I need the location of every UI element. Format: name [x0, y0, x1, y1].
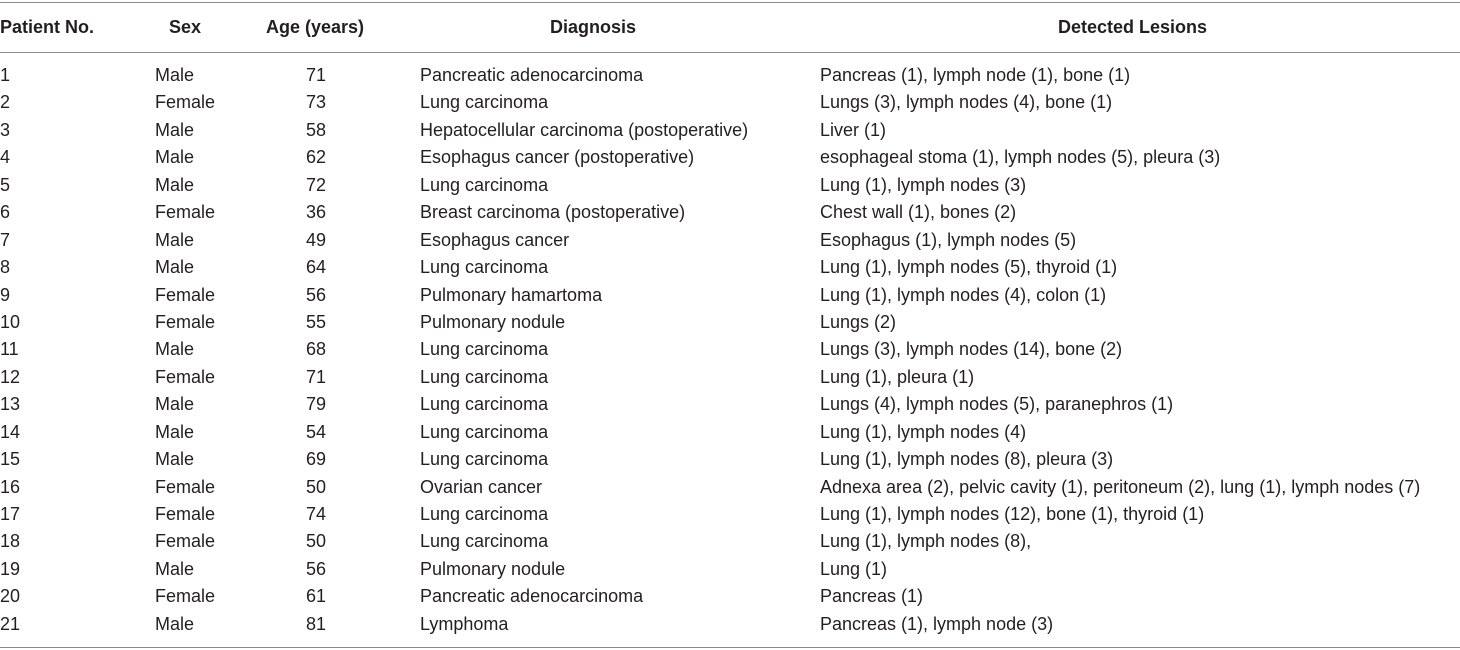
table-row: [0, 419, 1460, 446]
table-row: [0, 89, 1460, 116]
cell-diagnosis: Lung carcinoma: [420, 339, 549, 360]
cell-diagnosis: Hepatocellular carcinoma (postoperative): [420, 119, 749, 140]
table-row: [0, 336, 1460, 363]
table-header-rule: [0, 52, 1460, 53]
table-row: [0, 391, 1460, 418]
cell-diagnosis: Lung carcinoma: [420, 174, 549, 195]
cell-detected-lesions: Chest wall (1), bones (2): [820, 202, 1017, 223]
cell-detected-lesions: Lungs (3), lymph nodes (14), bone (2): [820, 339, 1123, 360]
table-row: [0, 556, 1460, 583]
cell-sex: Female: [155, 476, 216, 497]
cell-sex: Male: [155, 229, 195, 250]
cell-detected-lesions: Lung (1), lymph nodes (3): [820, 174, 1027, 195]
cell-patient-no: 13: [0, 394, 21, 415]
header-detected-lesions: Detected Lesions: [1058, 17, 1208, 37]
cell-age: 64: [305, 257, 327, 278]
cell-patient-no: 12: [0, 366, 21, 387]
cell-detected-lesions: Lungs (2): [820, 311, 897, 332]
cell-sex: Male: [155, 257, 195, 278]
cell-age: 56: [305, 558, 327, 579]
cell-detected-lesions: Lung (1), lymph nodes (8), pleura (3): [820, 449, 1114, 470]
cell-diagnosis: Lung carcinoma: [420, 449, 549, 470]
cell-patient-no: 15: [0, 449, 21, 470]
cell-age: 50: [305, 531, 327, 552]
cell-detected-lesions: Pancreas (1), lymph node (1), bone (1): [820, 65, 1131, 85]
cell-patient-no: 7: [0, 229, 11, 250]
cell-patient-no: 18: [0, 531, 21, 552]
table-row: [0, 199, 1460, 226]
cell-patient-no: 6: [0, 202, 11, 223]
cell-sex: Female: [155, 504, 216, 524]
table-row: [0, 172, 1460, 199]
cell-age: 69: [305, 449, 327, 470]
cell-patient-no: 2: [0, 92, 11, 113]
cell-sex: Male: [155, 558, 195, 579]
cell-diagnosis: Pulmonary hamartoma: [420, 284, 603, 305]
cell-diagnosis: Esophagus cancer (postoperative): [420, 147, 695, 168]
cell-patient-no: 1: [0, 65, 11, 85]
cell-age: 36: [305, 202, 327, 223]
cell-detected-lesions: Pancreas (1): [820, 586, 924, 607]
cell-diagnosis: Lung carcinoma: [420, 257, 549, 278]
cell-sex: Male: [155, 421, 195, 442]
cell-patient-no: 9: [0, 284, 11, 305]
cell-age: 72: [305, 174, 327, 195]
cell-patient-no: 3: [0, 119, 11, 140]
cell-sex: Male: [155, 65, 195, 85]
cell-age: 71: [305, 366, 327, 387]
table-row: [0, 144, 1460, 171]
header-diagnosis: Diagnosis: [550, 17, 637, 37]
table-row: [0, 117, 1460, 144]
cell-patient-no: 20: [0, 586, 21, 607]
cell-detected-lesions: Lungs (4), lymph nodes (5), paranephros (1): [820, 394, 1174, 415]
cell-diagnosis: Lung carcinoma: [420, 92, 549, 113]
cell-detected-lesions: Lung (1), pleura (1): [820, 366, 975, 387]
cell-diagnosis: Lung carcinoma: [420, 394, 549, 415]
cell-detected-lesions: Pancreas (1), lymph node (3): [820, 613, 1054, 634]
cell-age: 61: [305, 586, 327, 607]
cell-sex: Male: [155, 449, 195, 470]
cell-age: 56: [305, 284, 327, 305]
cell-sex: Male: [155, 119, 195, 140]
cell-diagnosis: Ovarian cancer: [420, 476, 543, 497]
cell-detected-lesions: Esophagus (1), lymph nodes (5): [820, 229, 1077, 250]
cell-sex: Female: [155, 284, 216, 305]
table-body: [0, 62, 1460, 638]
cell-sex: Male: [155, 174, 195, 195]
cell-diagnosis: Pancreatic adenocarcinoma: [420, 65, 644, 85]
cell-diagnosis: Lung carcinoma: [420, 504, 549, 524]
cell-diagnosis: Lung carcinoma: [420, 421, 549, 442]
cell-sex: Male: [155, 339, 195, 360]
table-row: [0, 364, 1460, 391]
cell-diagnosis: Lymphoma: [420, 613, 509, 634]
cell-diagnosis: Breast carcinoma (postoperative): [420, 202, 686, 223]
cell-diagnosis: Esophagus cancer: [420, 229, 570, 250]
cell-detected-lesions: Lung (1), lymph nodes (4): [820, 421, 1027, 442]
cell-sex: Female: [155, 92, 216, 113]
cell-sex: Female: [155, 311, 216, 332]
cell-patient-no: 21: [0, 613, 21, 634]
table-row: [0, 446, 1460, 473]
table-row: [0, 309, 1460, 336]
cell-sex: Male: [155, 147, 195, 168]
cell-patient-no: 19: [0, 558, 21, 579]
cell-diagnosis: Pulmonary nodule: [420, 311, 566, 332]
cell-sex: Male: [155, 394, 195, 415]
cell-detected-lesions: Lung (1), lymph nodes (8),: [820, 531, 1032, 552]
cell-sex: Female: [155, 531, 216, 552]
table-row: [0, 474, 1460, 501]
table-bottom-rule: [0, 647, 1460, 648]
cell-age: 50: [305, 476, 327, 497]
cell-age: 73: [305, 92, 327, 113]
cell-detected-lesions: Lungs (3), lymph nodes (4), bone (1): [820, 92, 1113, 113]
cell-diagnosis: Lung carcinoma: [420, 531, 549, 552]
cell-diagnosis: Pancreatic adenocarcinoma: [420, 586, 644, 607]
cell-age: 58: [305, 119, 327, 140]
cell-age: 62: [305, 147, 327, 168]
cell-patient-no: 14: [0, 421, 21, 442]
cell-detected-lesions: Lung (1): [820, 558, 888, 579]
table-row: [0, 62, 1460, 89]
cell-sex: Female: [155, 586, 216, 607]
cell-diagnosis: Pulmonary nodule: [420, 558, 566, 579]
cell-age: 74: [305, 504, 327, 524]
cell-patient-no: 5: [0, 174, 11, 195]
header-age: Age (years): [266, 17, 365, 37]
table-row: [0, 282, 1460, 309]
table-row: [0, 227, 1460, 254]
cell-detected-lesions: Lung (1), lymph nodes (12), bone (1), thyroid (1): [820, 504, 1205, 524]
cell-patient-no: 11: [0, 339, 19, 360]
cell-sex: Female: [155, 366, 216, 387]
cell-patient-no: 4: [0, 147, 11, 168]
cell-detected-lesions: Liver (1): [820, 119, 887, 140]
cell-age: 54: [305, 421, 327, 442]
cell-age: 79: [305, 394, 327, 415]
cell-detected-lesions: esophageal stoma (1), lymph nodes (5), pleura (3): [820, 147, 1221, 168]
cell-sex: Male: [155, 613, 195, 634]
cell-age: 55: [305, 311, 327, 332]
cell-age: 68: [305, 339, 327, 360]
header-sex: Sex: [169, 17, 202, 37]
cell-age: 81: [305, 613, 327, 634]
cell-patient-no: 16: [0, 476, 21, 497]
cell-detected-lesions: Adnexa area (2), pelvic cavity (1), peritoneum (2), lung (1), lymph nodes (7): [820, 476, 1421, 497]
cell-patient-no: 8: [0, 257, 11, 278]
table-row: [0, 611, 1460, 638]
cell-age: 71: [305, 65, 327, 85]
cell-age: 49: [305, 229, 327, 250]
table-row: [0, 583, 1460, 610]
table-row: [0, 254, 1460, 281]
table-row: [0, 528, 1460, 555]
cell-detected-lesions: Lung (1), lymph nodes (4), colon (1): [820, 284, 1107, 305]
table-header-row: [0, 3, 1460, 52]
cell-diagnosis: Lung carcinoma: [420, 366, 549, 387]
cell-detected-lesions: Lung (1), lymph nodes (5), thyroid (1): [820, 257, 1118, 278]
table-row: [0, 501, 1460, 528]
cell-patient-no: 17: [0, 504, 21, 524]
header-patient-no: Patient No.: [0, 17, 95, 37]
cell-patient-no: 10: [0, 311, 21, 332]
cell-sex: Female: [155, 202, 216, 223]
